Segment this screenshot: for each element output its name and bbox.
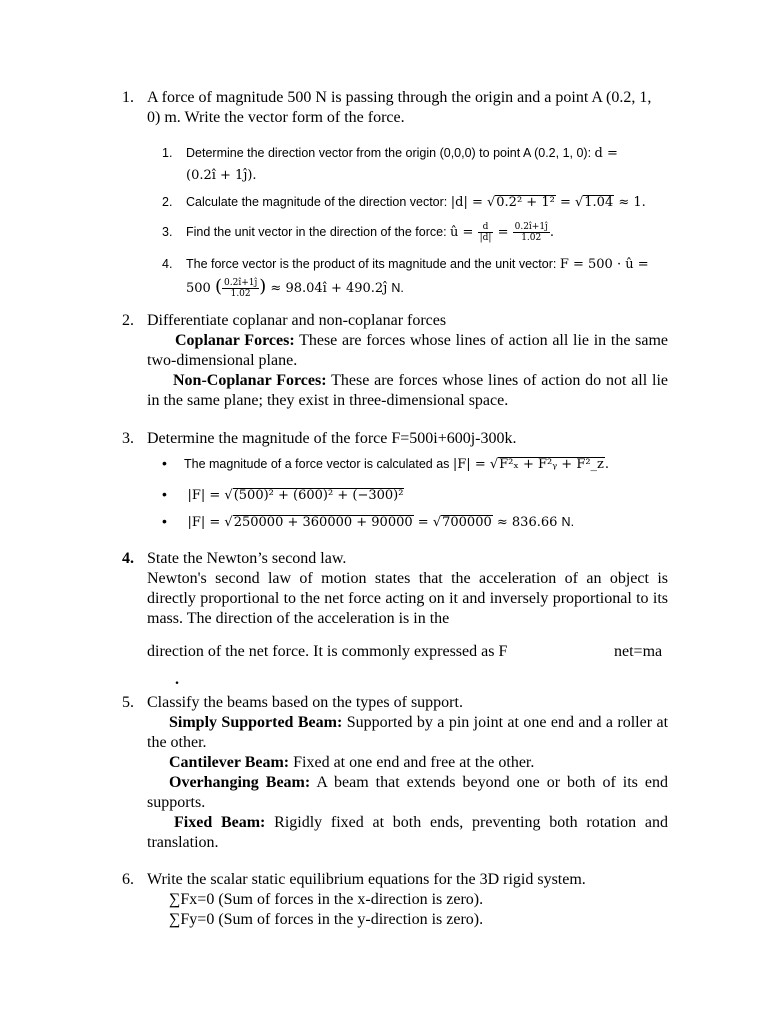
bullet-math: |F| = √250000 + 360000 + 90000 = √700000 ≈ 836.66	[187, 515, 558, 530]
coplanar-definition: Coplanar Forces: These are forces whose lines of action all lie in the same two-dimensional plane.	[147, 332, 668, 369]
step-number: 3.	[162, 225, 173, 239]
question-2	[122, 311, 668, 371]
question-4	[122, 549, 668, 629]
step-number: 1.	[162, 146, 173, 160]
step-text: Determine the direction vector from the origin (0,0,0) to point A (0.2, 1, 0):	[186, 146, 592, 160]
step-text: Calculate the magnitude of the direction vector:	[186, 195, 448, 209]
question-5	[122, 693, 668, 853]
newton-law-answer-last: direction of the net force. It is commonly expressed as F net=ma	[147, 643, 663, 660]
question-number: 3.	[122, 430, 134, 447]
bullet-text: The magnitude of a force vector is calculated as	[184, 457, 450, 471]
step-text: The force vector is the product of its magnitude and the unit vector:	[186, 257, 557, 271]
simply-supported-beam: Simply Supported Beam: Supported by a pin joint at one end and a roller at the other.	[147, 714, 669, 751]
question-text: Differentiate coplanar and non-coplanar forces	[147, 312, 447, 329]
question-number: 5.	[122, 694, 134, 711]
question-number: 6.	[122, 871, 134, 888]
question-6	[122, 870, 668, 930]
fixed-beam: Fixed Beam: Rigidly fixed at both ends, preventing both rotation and translation.	[147, 814, 669, 851]
q3-bullet-3: • |F| = √250000 + 360000 + 90000 = √700000 ≈ 836.66 N.	[162, 513, 575, 530]
question-text: Determine the magnitude of the force F=500i+600j-300k.	[147, 430, 517, 447]
question-3	[122, 429, 668, 449]
cantilever-beam: Cantilever Beam: Fixed at one end and free at the other.	[169, 754, 535, 771]
question-number: 2.	[122, 312, 134, 329]
q1-step-1-cont: (0.2î + 1ĵ).	[186, 168, 257, 183]
step-math: d =	[594, 146, 618, 161]
bullet-math: |F| = √F²ₓ + F²ᵧ + F²_z.	[452, 457, 610, 472]
q1-step-1	[162, 146, 682, 161]
step-math: F = 500 · û =	[559, 257, 649, 272]
q3-bullet-2: • |F| = √(500)² + (600)² + (−300)²	[162, 486, 404, 503]
noncoplanar-definition: Non-Coplanar Forces: These are forces whose lines of action do not all lie in the same plane; they exist in three-dimensional space.	[147, 372, 669, 409]
stray-dot: .	[175, 671, 179, 688]
step-math: |d| = √0.2² + 1² = √1.04 ≈ 1.	[450, 195, 646, 210]
q1-step-2	[162, 195, 682, 210]
step-text: Find the unit vector in the direction of the force:	[186, 225, 447, 239]
equation-fy: ∑Fy=0 (Sum of forces in the y-direction is zero).	[169, 911, 484, 928]
q3-bullet-1: • The magnitude of a force vector is calculated as |F| = √F²ₓ + F²ᵧ + F²_z.	[162, 455, 610, 472]
question-text: Classify the beams based on the types of support.	[147, 694, 463, 711]
question-1	[122, 88, 668, 128]
q1-step-4	[162, 257, 682, 272]
q1-step-3	[162, 222, 682, 243]
question-text: A force of magnitude 500 N is passing through the origin and a point A (0.2, 1, 0) m. Write the vector form of the force.	[147, 89, 652, 126]
step-number: 4.	[162, 257, 173, 271]
equation-fx: ∑Fx=0 (Sum of forces in the x-direction is zero).	[169, 891, 484, 908]
question-text: State the Newton’s second law.	[147, 550, 347, 567]
newton-law-answer: Newton's second law of motion states that the acceleration of an object is directly proportional to the net force acting on it and inversely proportional to its mass. The direction of the acceleration is in the	[147, 570, 668, 627]
question-text: Write the scalar static equilibrium equations for the 3D rigid system.	[147, 871, 586, 888]
question-number: 4.	[122, 550, 134, 567]
overhanging-beam: Overhanging Beam: A beam that extends beyond one or both of its end supports.	[147, 774, 669, 811]
question-number: 1.	[122, 89, 134, 106]
bullet-math: |F| = √(500)² + (600)² + (−300)²	[187, 488, 404, 503]
q1-step-4-cont: 500 ( $\frac{0.2î+1ĵ}{1.02}$ ) ≈ 98.04î + 490.2ĵ N.	[186, 276, 404, 299]
step-math: û = $\frac{d}{|d|}$ = $\frac{0.2î+1ĵ}{1.02}$ .	[450, 222, 554, 243]
step-number: 2.	[162, 195, 173, 209]
